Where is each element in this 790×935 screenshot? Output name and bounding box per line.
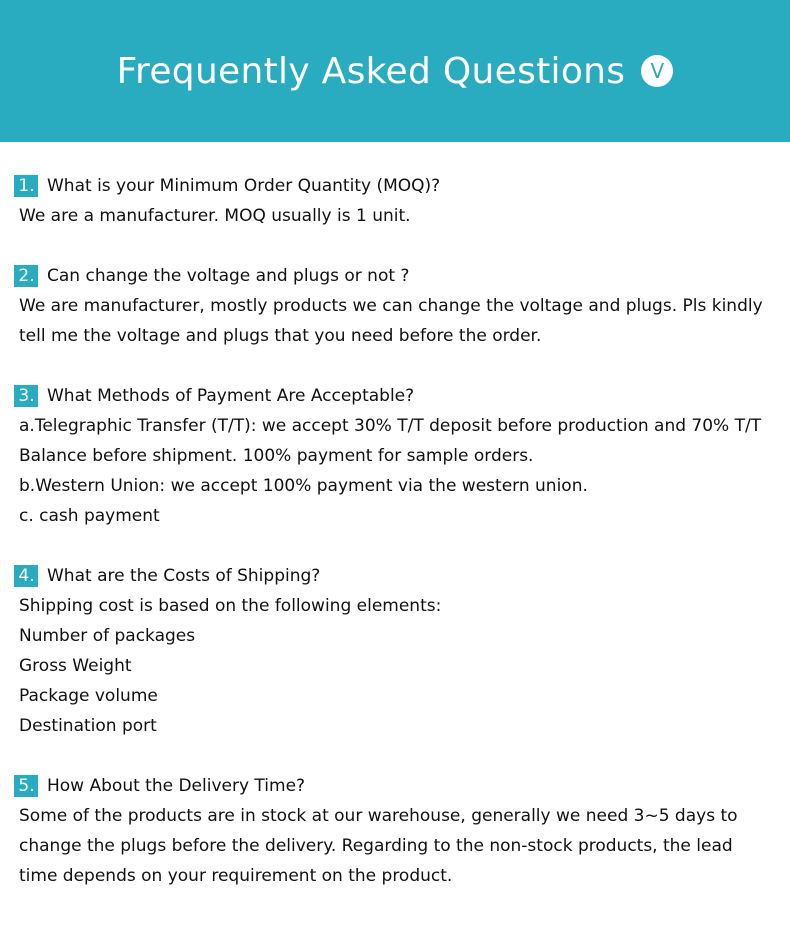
faq-item-2	[0, 261, 790, 351]
question-text: What is your Minimum Order Quantity (MOQ)?	[47, 176, 441, 196]
question-number-badge: 5.	[14, 775, 38, 797]
question-text: What Methods of Payment Are Acceptable?	[47, 386, 415, 406]
question-text: Can change the voltage and plugs or not ?	[47, 266, 410, 286]
page-title: Frequently Asked Questions	[116, 50, 626, 92]
faq-question-row	[0, 561, 790, 591]
answer-line: Shipping cost is based on the following elements:	[19, 596, 442, 616]
faq-item-4	[0, 561, 790, 741]
answer-line: b.Western Union: we accept 100% payment via the western union.	[19, 476, 588, 496]
faq-question-row	[0, 771, 790, 801]
faq-question-row	[0, 171, 790, 201]
question-number-badge: 3.	[14, 385, 38, 407]
answer-line: time depends on your requirement on the product.	[19, 866, 453, 886]
answer-line: a.Telegraphic Transfer (T/T): we accept 30% T/T deposit before production and 70% T/T	[19, 416, 762, 436]
question-number-badge: 1.	[14, 175, 38, 197]
answer-line: tell me the voltage and plugs that you need before the order.	[19, 326, 542, 346]
answer-line: Number of packages	[19, 626, 196, 646]
answer-line: c. cash payment	[19, 506, 160, 526]
faq-item-3	[0, 381, 790, 531]
faq-header-banner	[0, 0, 790, 142]
faq-item-1	[0, 171, 790, 231]
answer-line: Package volume	[19, 686, 158, 706]
question-number-badge: 4.	[14, 565, 38, 587]
answer-line: Gross Weight	[19, 656, 132, 676]
chevron-badge-icon: V	[641, 55, 673, 87]
question-text: How About the Delivery Time?	[47, 776, 306, 796]
question-number-badge: 2.	[14, 265, 38, 287]
question-text: What are the Costs of Shipping?	[47, 566, 321, 586]
answer-line: Balance before shipment. 100% payment for sample orders.	[19, 446, 534, 466]
faq-question-row	[0, 381, 790, 411]
faq-item-5	[0, 771, 790, 891]
answer-line: change the plugs before the delivery. Regarding to the non-stock products, the lead	[19, 836, 733, 856]
answer-line: We are a manufacturer. MOQ usually is 1 unit.	[19, 206, 411, 226]
answer-line: Some of the products are in stock at our warehouse, generally we need 3~5 days to	[19, 806, 738, 826]
answer-line: We are manufacturer, mostly products we can change the voltage and plugs. Pls kindly	[19, 296, 763, 316]
faq-question-row	[0, 261, 790, 291]
answer-line: Destination port	[19, 716, 157, 736]
